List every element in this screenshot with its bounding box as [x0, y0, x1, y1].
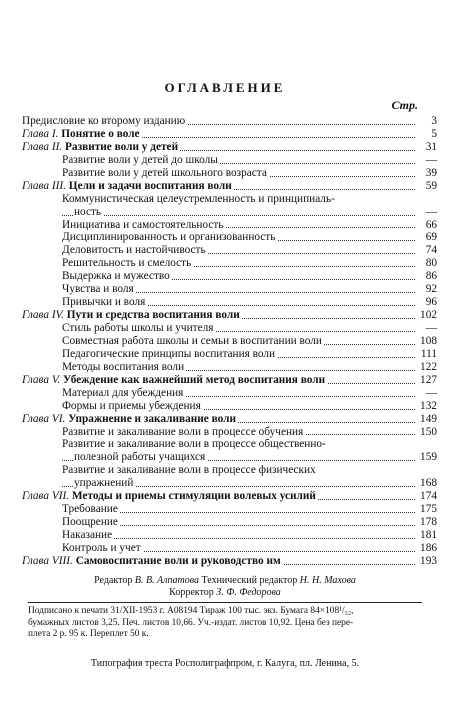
toc-chapter-row	[22, 413, 437, 426]
page-number: 159	[415, 451, 437, 464]
editor-name: В. В. Алпатова	[134, 575, 200, 586]
toc-entry-title: Решительность и смелость	[62, 257, 192, 270]
toc-entry-title: Выдержка и мужество	[62, 270, 170, 283]
toc-chapter-title	[22, 128, 142, 141]
page-number: 80	[415, 257, 437, 270]
toc-entry-row	[22, 154, 437, 167]
toc-entry-title: Материал для убеждения	[62, 386, 184, 399]
page-number: 66	[415, 219, 437, 232]
toc-chapter-title	[22, 490, 318, 503]
page-number: 149	[415, 413, 437, 426]
toc-entry-row	[22, 503, 437, 516]
chapter-number: Глава III.	[22, 179, 66, 192]
toc-entry-row	[22, 387, 437, 400]
page-number: —	[415, 387, 437, 400]
toc-chapter-title	[22, 141, 180, 154]
toc-entry-title: Развитие воли у детей школьного возраста	[62, 166, 267, 179]
page-number: —	[415, 206, 437, 219]
chapter-name: Упражнение и закаливание воли	[68, 412, 236, 425]
toc-chapter-row	[22, 128, 437, 141]
page-number: 150	[415, 426, 437, 439]
page-number: 31	[415, 141, 437, 154]
toc-chapter-title	[22, 180, 234, 193]
toc-chapter-title	[22, 413, 238, 426]
toc-chapter-row	[22, 555, 437, 568]
page-title: ОГЛАВЛЕНИЕ	[164, 80, 286, 95]
corrector-label: Корректор	[169, 587, 214, 598]
chapter-number: Глава I.	[22, 127, 59, 140]
chapter-name: Методы и приемы стимуляции волевых усилий	[71, 490, 316, 503]
page-number: 96	[415, 296, 437, 309]
page-number: 174	[415, 490, 437, 503]
chapter-name: Пути и средства воспитания воли	[66, 309, 240, 322]
page-number: 102	[415, 309, 437, 322]
credits	[0, 575, 450, 599]
page-number: 181	[415, 529, 437, 542]
imprint	[28, 606, 422, 641]
toc-entry-title: упражнений	[74, 477, 134, 490]
page-column-header: Стр.	[391, 98, 418, 112]
toc-entry-row	[22, 206, 437, 219]
toc-entry-row	[22, 529, 437, 542]
divider	[28, 602, 422, 603]
page-number: 175	[415, 503, 437, 516]
toc-entry-title: Требование	[62, 503, 118, 516]
toc-entry-row	[22, 438, 437, 451]
toc-entry-title: Наказание	[62, 529, 113, 541]
page-number: —	[415, 322, 437, 335]
toc-entry-title: полезной работы учащихся	[74, 451, 206, 464]
chapter-name: Самовоспитание воли и руководство им	[75, 554, 281, 567]
toc-entry-row	[22, 244, 437, 257]
toc-entry-row	[22, 296, 437, 309]
page-number: 74	[415, 244, 437, 257]
toc-entry-row	[22, 335, 437, 348]
toc-entry-title: Контроль и учет	[62, 541, 141, 554]
toc-entry-title: Методы воспитания воли	[62, 360, 185, 373]
toc-entry-title: Формы и приемы убеждения	[62, 399, 201, 412]
toc-entry-row	[22, 361, 437, 374]
imprint-line: бумажных листов 3,25. Печ. листов 10,66. Уч.-издат. листов 10,92. Цена без пере-	[28, 617, 354, 628]
toc-entry-title: Инициатива и самостоятельность	[62, 218, 224, 231]
chapter-name: Развитие воли у детей	[65, 140, 179, 153]
toc-entry-row	[22, 477, 437, 490]
toc-entry-row	[22, 231, 437, 244]
chapter-name: Убеждение как важнейший метод воспитания воли	[62, 373, 326, 386]
toc-entry-row	[22, 542, 437, 555]
toc-entry-title: ность	[74, 205, 102, 218]
page-number: 132	[415, 400, 437, 413]
toc-chapter-title	[22, 309, 242, 322]
chapter-number: Глава VIII.	[22, 554, 73, 567]
toc-entry-title: Совместная работа школы и семьи в воспитании воли	[62, 334, 322, 347]
page-number: 127	[415, 374, 437, 387]
chapter-number: Глава V.	[22, 373, 61, 386]
page-number: 186	[415, 542, 437, 555]
toc-entry-row	[22, 270, 437, 283]
toc-entry-row	[22, 516, 437, 529]
imprint-line: плета 2 р. 95 к. Переплет 50 к.	[28, 629, 149, 640]
page-number: 39	[415, 167, 437, 180]
toc-chapter-row	[22, 180, 437, 193]
page-number: 3	[415, 115, 437, 128]
toc-entry-row	[22, 426, 437, 439]
toc-chapter-row	[22, 374, 437, 387]
toc-entry-row	[22, 115, 437, 128]
toc-entry-row	[22, 400, 437, 413]
toc-entry-title: Развитие воли у детей до школы	[62, 153, 218, 166]
page-number: 59	[415, 180, 437, 193]
dot-leader	[62, 215, 415, 216]
imprint-line: Подписано к печати 31/XII-1953 г. А08194 Тираж 100 тыс. экз. Бумага 84×108¹/₃₂,	[28, 606, 354, 616]
toc-chapter-row	[22, 309, 437, 322]
toc-entry-title: Развитие и закаливание воли в процессе общественно-	[62, 438, 326, 451]
toc-entry-row	[22, 322, 437, 335]
toc-entry-title: Стиль работы школы и учителя	[62, 322, 214, 334]
chapter-number: Глава II.	[22, 140, 63, 153]
printer-line: Типография треста Росполиграфпром, г. Калуга, пл. Ленина, 5.	[90, 658, 360, 669]
tech-editor-name: Н. Н. Махова	[299, 575, 356, 586]
chapter-name: Понятие о воле	[61, 127, 140, 140]
page-number: 178	[415, 516, 437, 529]
toc-entry-title: Педагогические принципы воспитания воли	[62, 347, 276, 360]
page-number: 122	[415, 361, 437, 374]
corrector-name: З. Ф. Федорова	[216, 587, 281, 598]
toc-chapter-row	[22, 141, 437, 154]
toc-entry-row	[22, 219, 437, 232]
toc-entry-row	[22, 283, 437, 296]
toc-chapter-row	[22, 490, 437, 503]
toc-entry-row	[22, 257, 437, 270]
dot-leader	[62, 538, 415, 539]
chapter-number: Глава IV.	[22, 309, 64, 322]
toc-entry-row	[22, 451, 437, 464]
toc-entry-title: Развитие и закаливание воли в процессе физических	[62, 464, 316, 477]
page-number: 92	[415, 283, 437, 296]
chapter-name: Цели и задачи воспитания воли	[68, 179, 232, 192]
chapter-number: Глава VI.	[22, 412, 66, 425]
page-number: 111	[415, 348, 437, 361]
toc-entry-title: Предисловие ко второму изданию	[22, 115, 186, 127]
toc-entry-row	[22, 167, 437, 180]
toc-chapter-title	[22, 374, 327, 387]
page-number: 193	[415, 555, 437, 568]
page-number: 86	[415, 270, 437, 283]
toc-entry-title: Чувства и воля	[62, 283, 134, 296]
page-number: 69	[415, 231, 437, 244]
toc-entry-title: Поощрение	[62, 516, 118, 529]
toc-entry-row	[22, 193, 437, 206]
tech-editor-label: Технический редактор	[201, 575, 298, 586]
toc-entry-title: Привычки и воля	[62, 296, 146, 309]
toc-entry-title: Развитие и закаливание воли в процессе обучения	[62, 425, 304, 438]
credits-line-1	[0, 575, 450, 587]
toc-entry-title: Деловитость и настойчивость	[62, 244, 206, 257]
chapter-number: Глава VII.	[22, 490, 70, 503]
page-number: 5	[415, 128, 437, 141]
toc-entry-title: Дисциплинированность и организованность	[62, 231, 276, 244]
editor-label: Редактор	[94, 575, 133, 586]
toc-chapter-title	[22, 555, 283, 568]
toc-entry-row	[22, 464, 437, 477]
toc-entry-row	[22, 348, 437, 361]
page-number: —	[415, 154, 437, 167]
credits-line-2	[0, 587, 450, 599]
toc-entry-title: Коммунистическая целеустремленность и принципиаль-	[62, 192, 335, 205]
page-number: 168	[415, 477, 437, 490]
page-number: 108	[415, 335, 437, 348]
table-of-contents	[22, 115, 437, 568]
